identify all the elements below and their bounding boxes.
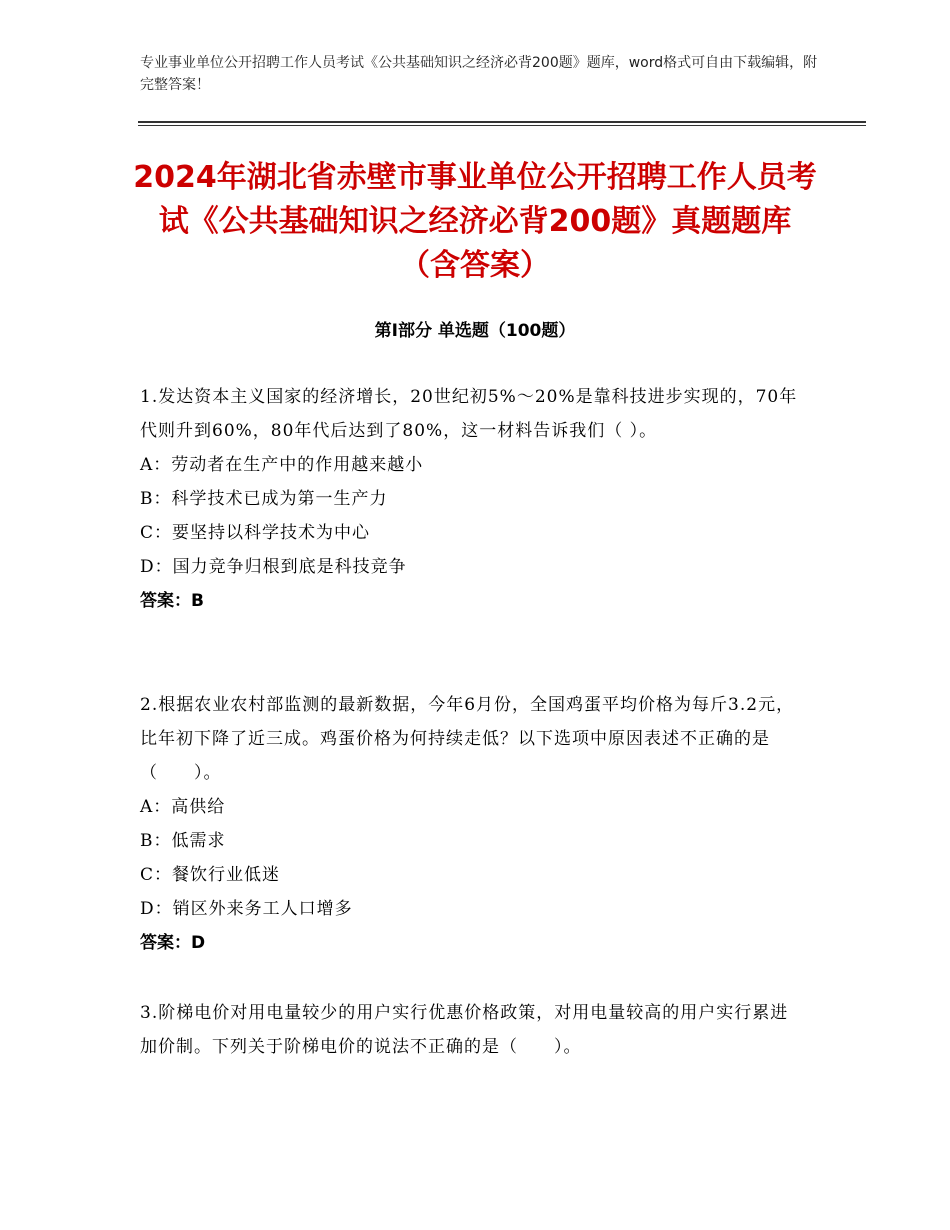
question-stem: 3.阶梯电价对用电量较少的用户实行优惠价格政策，对用电量较高的用户实行累进加价制。下列关于阶梯电价的说法不正确的是（ ）。	[140, 1003, 789, 1057]
header-divider-thin	[138, 125, 866, 126]
option-d: D：销区外来务工人口增多	[140, 899, 353, 919]
question-stem: 1.发达资本主义国家的经济增长，20世纪初5%～20%是靠科技进步实现的，70年代则升到60%，80年代后达到了80%，这一材料告诉我们（ ）。	[140, 387, 798, 441]
option-b: B：低需求	[140, 831, 226, 851]
option-a: A：高供给	[140, 797, 226, 817]
header-divider-thick	[138, 121, 866, 123]
option-d: D：国力竞争归根到底是科技竞争	[140, 557, 407, 577]
option-c: C：餐饮行业低迷	[140, 865, 281, 885]
question-1	[140, 380, 800, 618]
document-title: 2024年湖北省赤壁市事业单位公开招聘工作人员考试《公共基础知识之经济必背200题》真题题库（含答案）	[133, 160, 817, 283]
option-a: A：劳动者在生产中的作用越来越小	[140, 455, 424, 475]
answer: 答案：D	[140, 933, 206, 953]
question-3	[140, 996, 800, 1064]
question-stem: 2.根据农业农村部监测的最新数据，今年6月份，全国鸡蛋平均价格为每斤3.2元，比年初下降了近三成。鸡蛋价格为何持续走低？以下选项中原因表述不正确的是（ ）。	[140, 695, 795, 783]
answer: 答案：B	[140, 591, 204, 611]
question-2	[140, 688, 800, 960]
option-b: B：科学技术已成为第一生产力	[140, 489, 388, 509]
header-note: 专业事业单位公开招聘工作人员考试《公共基础知识之经济必背200题》题库，word格式可自由下载编辑，附完整答案！	[140, 55, 818, 93]
section-title: 第Ⅰ部分 单选题（100题）	[374, 321, 576, 341]
option-c: C：要坚持以科学技术为中心	[140, 523, 371, 543]
